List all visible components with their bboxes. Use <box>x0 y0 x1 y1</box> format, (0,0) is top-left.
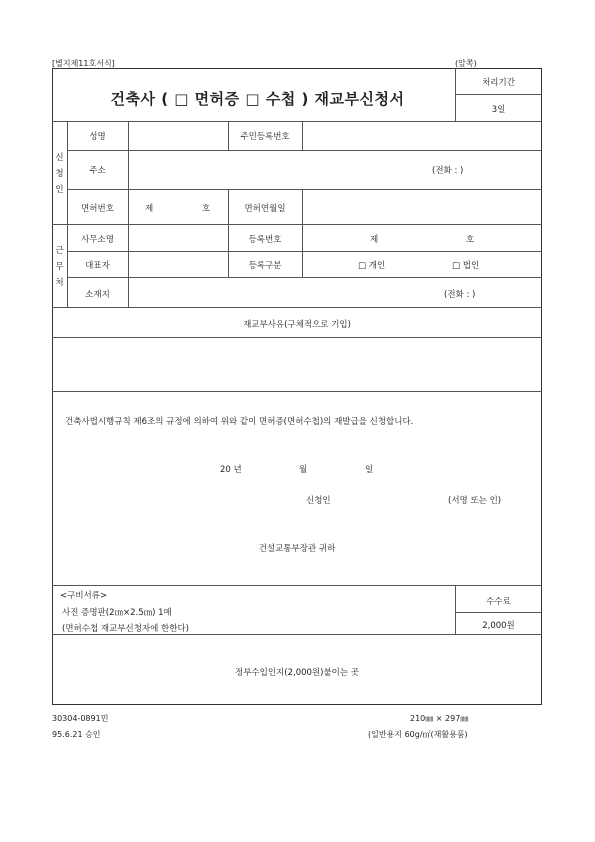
license-number-prefix: 제 <box>145 204 154 214</box>
license-number-suffix: 호 <box>202 204 211 214</box>
location-phone: (전화 : ) <box>444 290 476 300</box>
registration-number-suffix: 호 <box>466 235 475 245</box>
address-field[interactable] <box>129 151 429 188</box>
applicant-sign-label: 신청인 <box>306 496 331 506</box>
fee-label: 수수료 <box>486 597 511 607</box>
documents-line-2: (면허수첩 재교부신청자에 한한다) <box>62 624 189 634</box>
application-statement: 건축사법시행규칙 제6조의 규정에 의하여 위와 같이 면허증(면허수첩)의 재발급을 신청합니다. <box>65 417 414 427</box>
registration-number-prefix: 제 <box>370 235 379 245</box>
workplace-group-label: 근 무 처 <box>55 246 64 288</box>
rrn-label: 주민등록번호 <box>240 132 290 142</box>
date-year: 20 년 <box>220 465 242 475</box>
revenue-stamp-area: 정부수입인지(2,000원)붙이는 곳 <box>235 668 359 678</box>
footer-approval: 95.6.21 승인 <box>52 730 101 739</box>
footer-paper: (일반용지 60g/㎡(재활용품) <box>368 730 468 739</box>
registration-type-label: 등록구분 <box>248 261 282 271</box>
form-number: [별지제11호서식] <box>52 59 115 68</box>
registration-type-individual-checkbox[interactable]: □ 개인 <box>358 261 386 271</box>
name-field[interactable] <box>129 122 227 149</box>
address-phone: (전화 : ) <box>432 166 464 176</box>
fee-value: 2,000원 <box>482 621 515 631</box>
addressee: 건설교통부장관 귀하 <box>258 544 336 554</box>
representative-label: 대표자 <box>85 261 110 271</box>
license-date-field[interactable] <box>303 190 541 223</box>
processing-period-label: 처리기간 <box>482 78 515 88</box>
processing-period-value: 3일 <box>491 105 506 115</box>
office-name-field[interactable] <box>129 225 227 250</box>
office-name-label: 사무소명 <box>81 235 114 245</box>
footer-code: 30304-0891민 <box>52 714 109 723</box>
location-field[interactable] <box>129 278 429 306</box>
registration-type-corporate-checkbox[interactable]: □ 법인 <box>452 261 480 271</box>
footer-size: 210㎜ × 297㎜ <box>410 714 469 723</box>
reason-label: 재교부사유(구체적으로 기입) <box>243 320 351 330</box>
documents-header: <구비서류> <box>60 591 108 601</box>
registration-number-label: 등록번호 <box>248 235 282 245</box>
side-label: (앞쪽) <box>455 59 477 68</box>
license-number-label: 면허번호 <box>81 204 114 214</box>
name-label: 성명 <box>89 132 106 142</box>
address-label: 주소 <box>89 166 106 176</box>
form-title: 건축사 ( □ 면허증 □ 수첩 ) 재교부신청서 <box>110 90 405 108</box>
representative-field[interactable] <box>129 252 227 276</box>
applicant-signature[interactable]: (서명 또는 인) <box>448 496 502 506</box>
date-month: 월 <box>299 465 308 475</box>
applicant-group-label: 신 청 인 <box>55 153 64 195</box>
documents-line-1: 사진 증명판(2㎝×2.5㎝) 1매 <box>62 608 172 618</box>
date-day: 일 <box>365 465 374 475</box>
rrn-field[interactable] <box>303 122 541 149</box>
location-label: 소재지 <box>85 290 110 300</box>
license-date-label: 면허연월일 <box>244 204 286 214</box>
reason-field[interactable] <box>53 338 541 390</box>
